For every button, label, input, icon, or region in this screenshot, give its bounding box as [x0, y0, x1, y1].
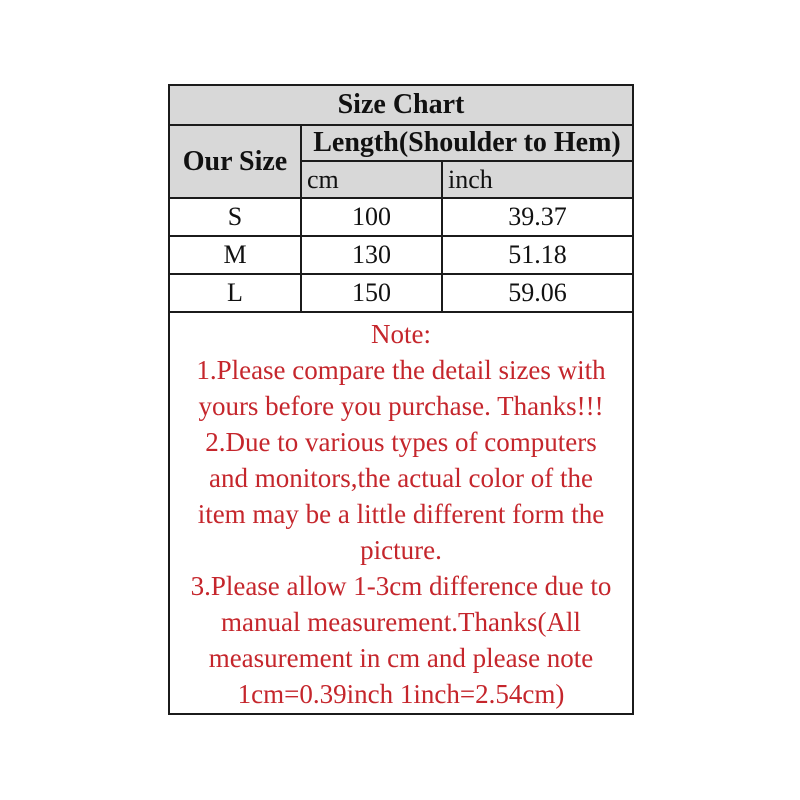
note-section: [169, 312, 633, 714]
unit-inch-header: inch: [442, 161, 633, 198]
our-size-header: Our Size: [169, 125, 301, 198]
length-header: Length(Shoulder to Hem): [301, 125, 633, 161]
table-row-s: [169, 198, 633, 236]
note-line: 1cm=0.39inch 1inch=2.54cm): [237, 679, 565, 709]
size-l-cm-value: 150: [301, 274, 442, 312]
note-title: Note:: [371, 319, 431, 349]
note-line: and monitors,the actual color of the: [209, 463, 593, 493]
size-m-cm-value: 130: [301, 236, 442, 274]
header-row-1: [169, 125, 633, 161]
size-s-inch-value: 39.37: [442, 198, 633, 236]
title-row: [169, 85, 633, 125]
unit-cm-header: cm: [301, 161, 442, 198]
size-l-inch-value: 59.06: [442, 274, 633, 312]
size-chart-image: [168, 84, 632, 715]
size-chart-table: [168, 84, 634, 715]
note-row: [169, 312, 633, 714]
note-line: manual measurement.Thanks(All: [221, 607, 581, 637]
note-line: measurement in cm and please note: [208, 643, 594, 673]
size-s-label: S: [169, 198, 301, 236]
note-line: item may be a little different form the: [197, 499, 605, 529]
note-line: 2.Due to various types of computers: [205, 427, 597, 457]
size-l-label: L: [169, 274, 301, 312]
table-row-m: [169, 236, 633, 274]
size-s-cm-value: 100: [301, 198, 442, 236]
size-chart-title: Size Chart: [169, 85, 633, 125]
note-line: picture.: [360, 535, 442, 565]
size-m-inch-value: 51.18: [442, 236, 633, 274]
note-line: 3.Please allow 1-3cm difference due to: [190, 571, 612, 601]
note-line: yours before you purchase. Thanks!!!: [198, 391, 604, 421]
table-row-l: [169, 274, 633, 312]
size-m-label: M: [169, 236, 301, 274]
note-line: 1.Please compare the detail sizes with: [196, 355, 606, 385]
